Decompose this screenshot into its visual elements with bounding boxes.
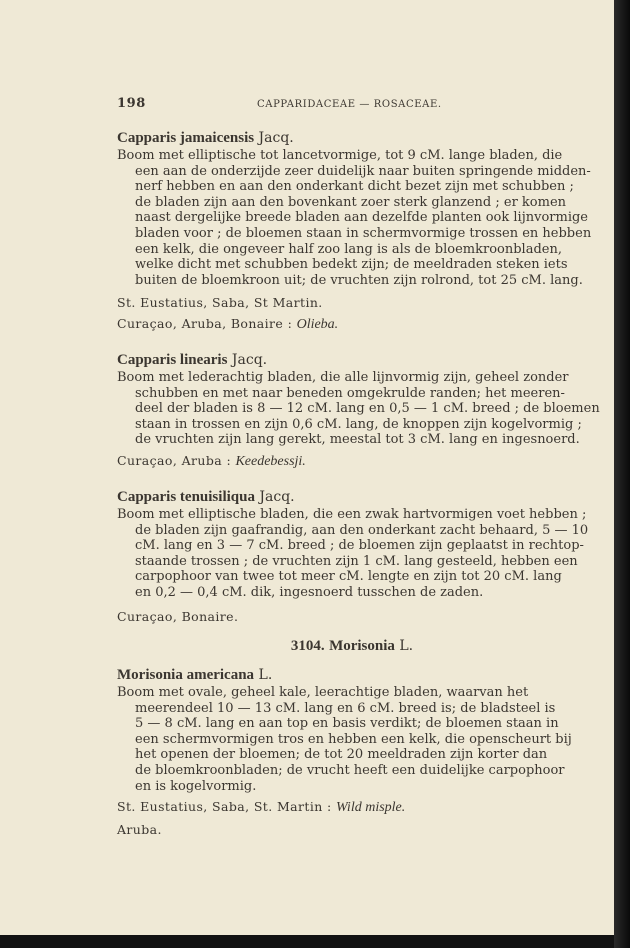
description-line: Boom met elliptische bladen, die een zwak hartvormigen voet hebben ; [117,507,587,522]
description-line: een aan de onderzijde zeer duidelijk naar buiten springende midden- [135,163,591,179]
location-names: Aruba. [117,822,162,838]
species-name: Capparis tenuisiliqua [117,489,255,505]
description-line: staan in trossen en zijn 0,6 cM. lang, de knoppen zijn kogelvormig ; [135,416,582,432]
species-entry [117,128,592,334]
description-line: welke dicht met schubben bedekt zijn; de meeldraden steken iets [135,257,568,273]
species-author: L. [258,667,273,683]
description-line: cM. lang en 3 — 7 cM. breed ; de bloemen zijn geplaatst in rechtop- [135,538,584,554]
species-name: Capparis linearis [117,352,228,368]
species-description [117,685,587,794]
description-line: een kelk, die ongeveer half zoo lang is als de bloemkroonbladen, [135,241,562,257]
species-title [117,487,587,507]
description-line: Boom met ovale, geheel kale, leerachtige bladen, waarvan het [117,685,529,700]
description-line: en 0,2 — 0,4 cM. dik, ingesnoerd tusschen de zaden. [135,584,484,600]
description-line: de bladen zijn aan den bovenkant zoer sterk glanzend ; er komen [135,194,567,210]
description-line: bladen voor ; de bloemen staan in schermvormige trossen en hebben [135,225,592,241]
species-entry [117,665,587,839]
species-author: Jacq. [259,489,295,505]
species-description [117,370,600,448]
genus-heading [117,638,587,655]
description-line: buiten de bloemkroon uit; de vruchten zijn rolrond, tot 25 cM. lang. [135,272,583,288]
description-line: deel der bladen is 8 — 12 cM. lang en 0,5 — 1 cM. breed ; de bloemen [135,401,600,417]
description-line: 5 — 8 cM. lang en aan top en basis verdikt; de bloemen staan in [135,716,559,732]
distribution-line [117,608,587,626]
description-line: de vruchten zijn lang gerekt, meestal tot 3 cM. lang en ingesnoerd. [135,432,580,448]
species-title [117,128,587,148]
species-entry [117,487,587,626]
description-line: een schermvormigen tros en hebben een kelk, die openscheurt bij [135,731,572,747]
description-line: staande trossen ; de vruchten zijn 1 cM. lang gesteeld, hebben een [135,553,578,569]
species-description [117,148,592,288]
location-names: St. Eustatius, Saba, St. Martin : [117,799,332,815]
distribution-line [117,798,587,817]
location-names: Curaçao, Bonaire. [117,608,239,624]
description-line: Boom met elliptische tot lancetvormige, tot 9 cM. lange bladen, die [117,148,563,163]
genus-name: Morisonia [329,638,395,654]
description-line: de bloemkroonbladen; de vrucht heeft een duidelijke carpophoor [135,762,565,778]
species-author: Jacq. [258,130,294,146]
location-names: St. Eustatius, Saba, St Martin. [117,295,323,311]
distribution-line [117,452,587,471]
distribution-line [117,821,587,839]
description-line: nerf hebben en aan den onderkant dicht bezet zijn met schubben ; [135,179,574,195]
species-author: Jacq. [231,352,268,368]
vernacular-name: Wild misple. [336,800,406,816]
species-title [117,665,587,685]
running-title: CAPPARIDACEAE — ROSACEAE. [257,99,442,110]
species-entry [117,350,600,471]
description-line: meerendeel 10 — 13 cM. lang en 6 cM. breed is; de bladsteel is [135,700,556,716]
distribution-line [117,315,587,334]
book-spine-shadow [614,0,630,948]
species-name: Morisonia americana [117,667,255,683]
vernacular-name: Olieba. [296,317,339,333]
location-names: Curaçao, Aruba : [117,452,232,468]
description-line: en is kogelvormig. [135,778,257,794]
species-description [117,507,587,601]
location-names: Curaçao, Aruba, Bonaire : [117,316,293,332]
description-line: schubben en met naar beneden omgekrulde randen; het meeren- [135,385,565,401]
genus-author: L. [399,638,414,654]
description-line: naast dergelijke breede bladen aan dezelfde planten ook lijnvormige [135,210,588,226]
page-number: 198 [117,96,146,111]
genus-number: 3104. [290,638,325,654]
vernacular-name: Keedebessji. [235,453,306,469]
species-name: Capparis jamaicensis [117,130,255,146]
description-line: carpophoor van twee tot meer cM. lengte en zijn tot 20 cM. lang [135,569,562,585]
running-head [117,96,587,112]
description-line: het openen der bloemen; de tot 20 meeldraden zijn korter dan [135,747,548,763]
description-line: de bladen zijn gaafrandig, aan den onderkant zacht behaard, 5 — 10 [135,522,589,538]
scan-border [0,935,614,948]
description-line: Boom met lederachtig bladen, die alle lijnvormig zijn, geheel zonder [117,370,569,385]
species-title [117,350,587,370]
distribution-line [117,294,587,312]
